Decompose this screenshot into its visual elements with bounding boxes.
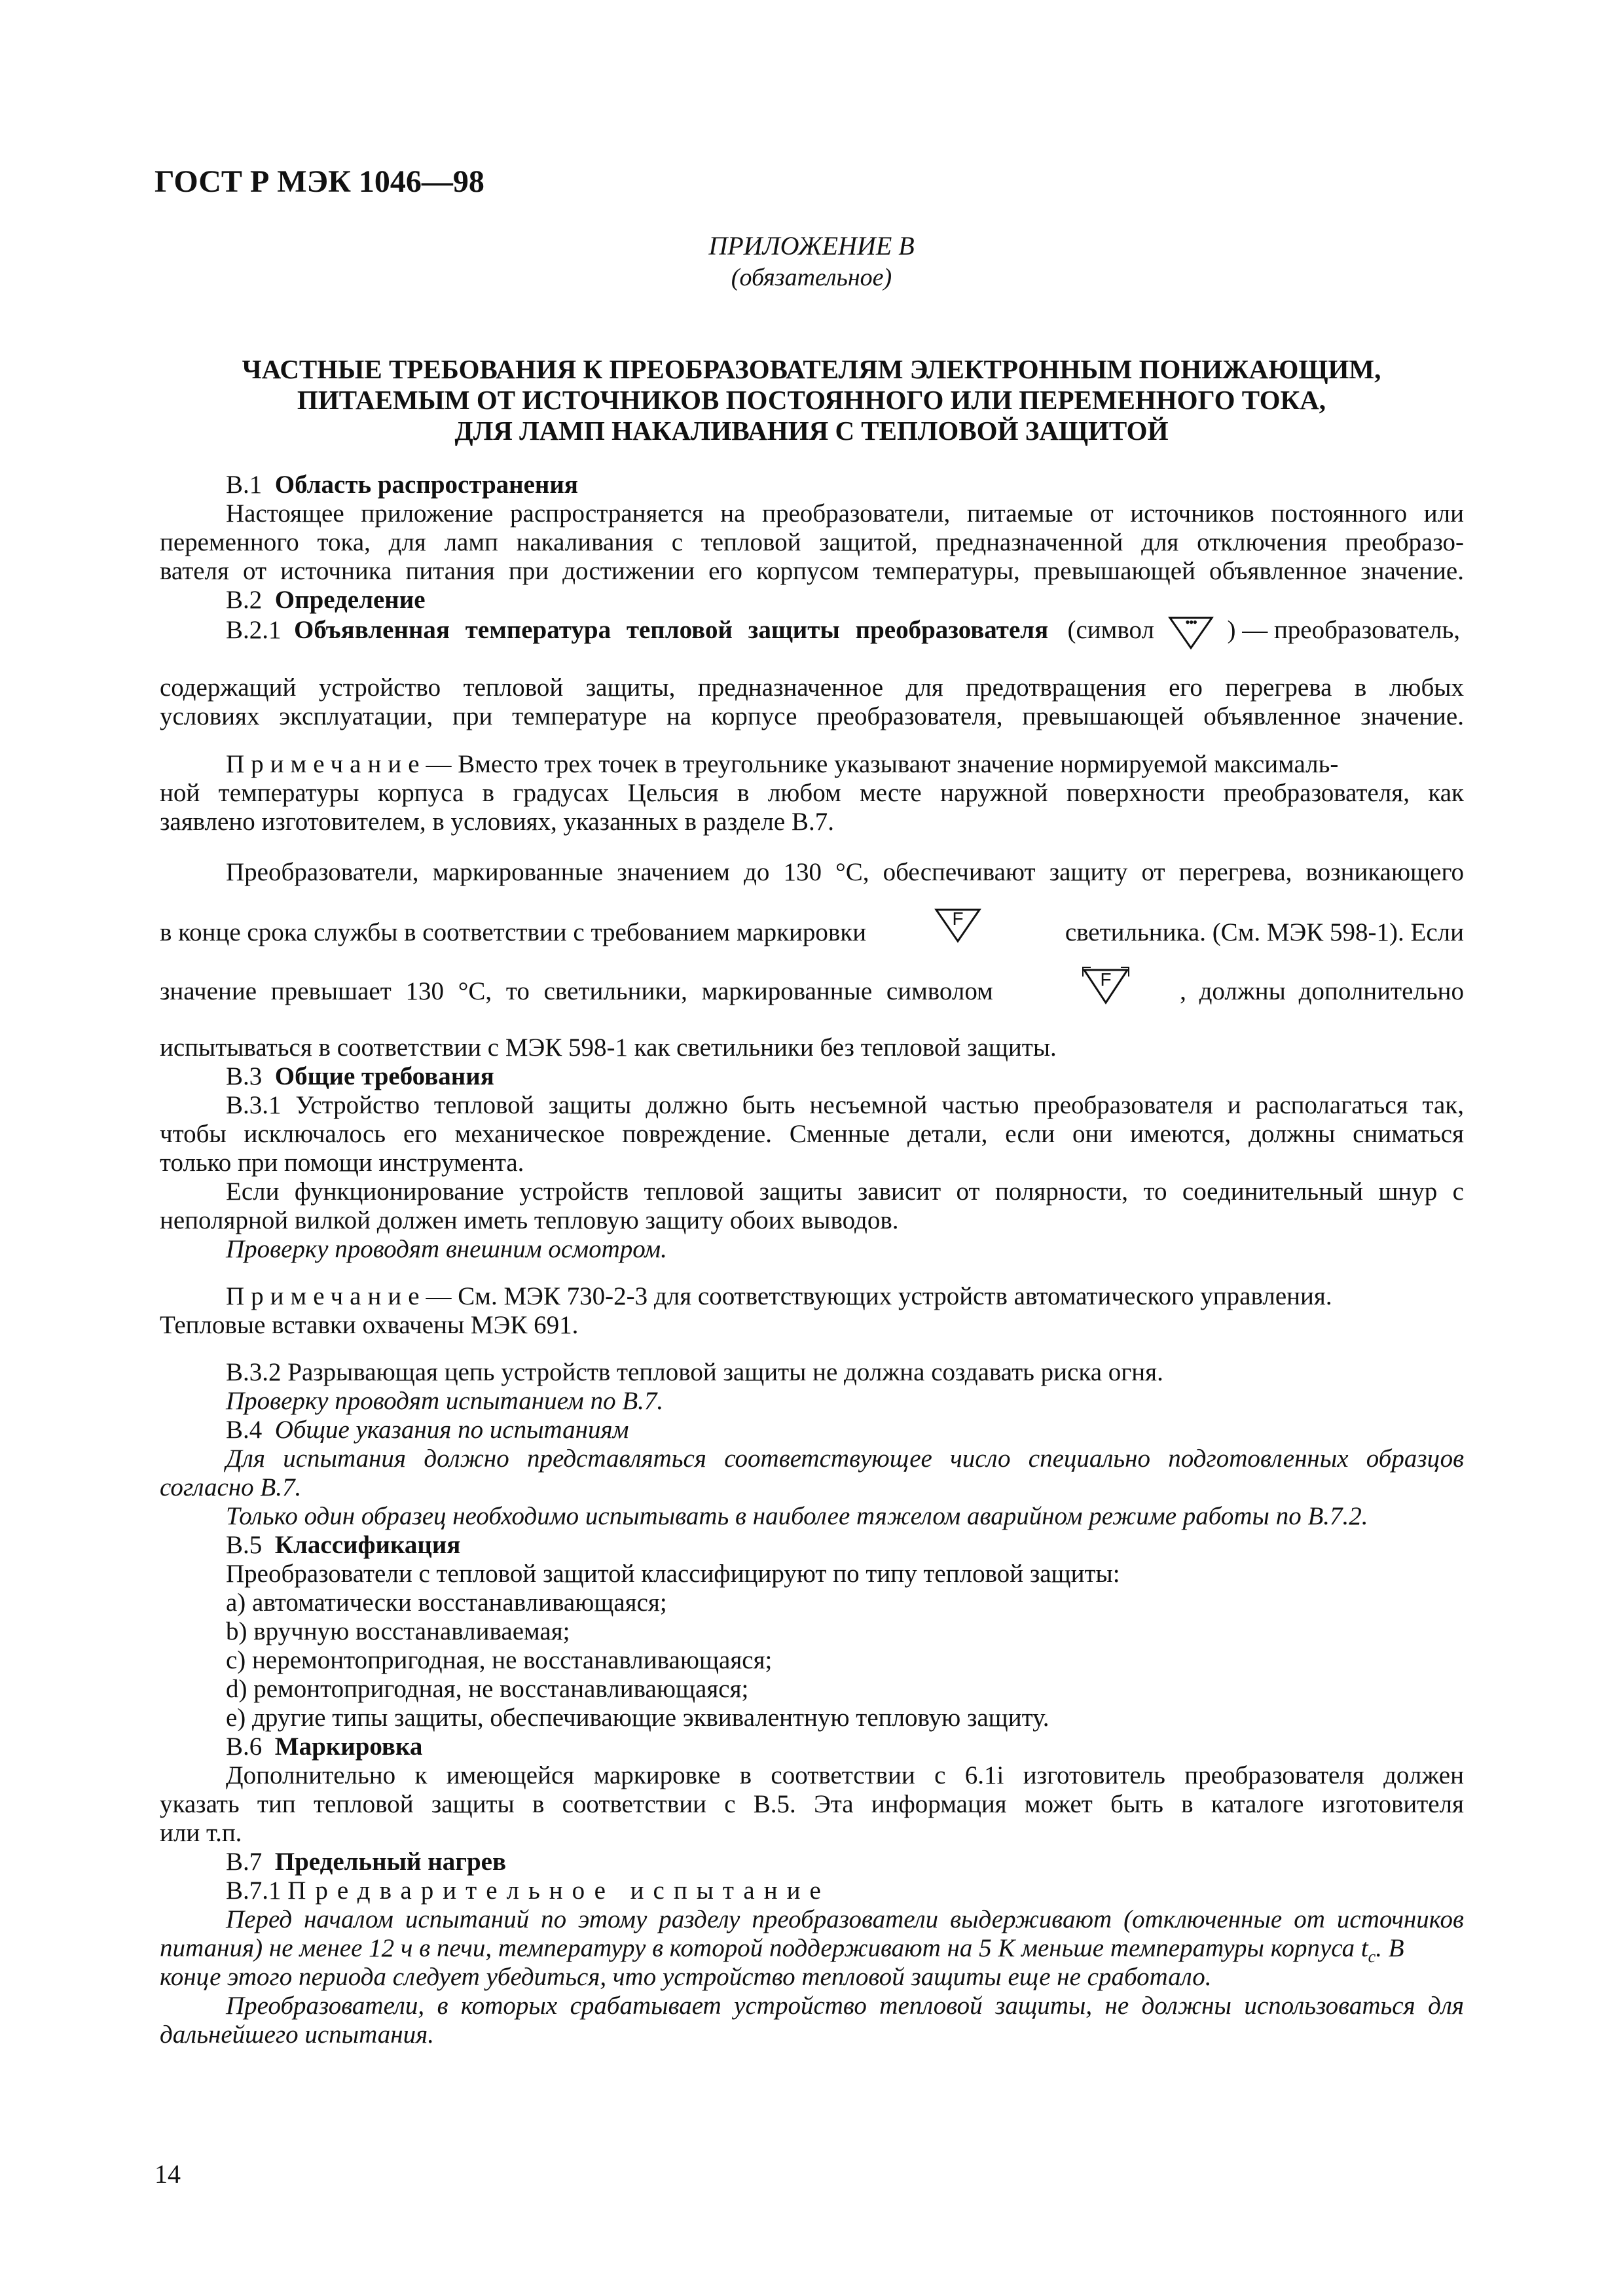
paragraph-line: светильника. (См. МЭК 598-1). Если [1065,918,1464,946]
annex-title-line: ПИТАЕМЫМ ОТ ИСТОЧНИКОВ ПОСТОЯННОГО ИЛИ ПЕРЕМЕННОГО ТОКА, [297,385,1326,415]
paragraph-line: Преобразователи, маркированные значением до 130 °С, обеспечивают защиту от перегрева, возникающего [226,858,1464,886]
paragraph-line: переменного тока, для ламп накаливания с тепловой защитой, предназначенной для отключения преобразо- [160,528,1464,556]
note-line: Тепловые вставки охвачены МЭК 691. [160,1311,579,1339]
definition-line: В.2.1 Объявленная температура тепловой защиты преобразователя (символ ••• ) — преобразователь, [226,614,1464,651]
list-item: e) другие типы защиты, обеспечивающие эквивалентную тепловую защиту. [226,1704,1049,1732]
document-code: ГОСТ Р МЭК 1046—98 [155,164,484,199]
note-line: Примечание— См. МЭК 730-2-3 для соответствующих устройств автоматического управления. [226,1282,1332,1310]
annex-title-line: ДЛЯ ЛАМП НАКАЛИВАНИЯ С ТЕПЛОВОЙ ЗАЩИТОЙ [454,416,1169,446]
paragraph-line: В.3.1 Устройство тепловой защиты должно быть несъемной частью преобразователя и располагаться так, [226,1091,1464,1119]
paragraph-line: условиях эксплуатации, при температуре на корпусе преобразователя, превышающей объявленное значение. [160,702,1464,730]
list-item: c) неремонтопригодная, не восстанавливающаяся; [226,1646,773,1674]
section-heading: В.3 Общие требования [226,1062,494,1090]
annex-title-line: ЧАСТНЫЕ ТРЕБОВАНИЯ К ПРЕОБРАЗОВАТЕЛЯМ ЭЛЕКТРОННЫМ ПОНИЖАЮЩИМ, [242,354,1381,384]
check-method: Проверку проводят внешним осмотром. [226,1235,667,1263]
paragraph-line: только при помощи инструмента. [160,1149,524,1177]
section-heading: В.1 Область распространения [226,471,578,499]
paragraph-line: дальнейшего испытания. [160,2020,434,2049]
paragraph-line: Настоящее приложение распространяется на преобразователи, питаемые от источников постоянного или [226,499,1464,528]
list-item: d) ремонтопригодная, не восстанавливающаяся; [226,1675,749,1703]
paragraph-line: , должны дополнительно [1180,977,1464,1005]
paragraph-line: испытываться в соответствии с МЭК 598-1 как светильники без тепловой защиты. [160,1033,1057,1062]
paragraph-line: Перед началом испытаний по этому разделу преобразователи выдерживают (отключенные от источников [226,1905,1464,1933]
section-heading: В.4 Общие указания по испытаниям [226,1416,629,1444]
paragraph-line: согласно В.7. [160,1473,302,1501]
section-heading: В.2 Определение [226,586,426,614]
note-line: Примечание— Вместо трех точек в треугольнике указывают значение нормируемой максималь- [226,750,1339,778]
paragraph-line: Если функционирование устройств тепловой защиты зависит от полярности, то соединительный шнур с [226,1177,1464,1206]
paragraph-line: неполярной вилкой должен иметь тепловую защиту обоих выводов. [160,1206,899,1234]
declared-temperature-triangle-icon: ••• [1167,614,1214,651]
section-heading: В.7 Предельный нагрев [226,1848,507,1876]
paragraph-line: Для испытания должно представляться соответствующее число специально подготовленных образцов [226,1444,1464,1473]
paragraph-line: Дополнительно к имеющейся маркировке в соответствии с 6.1i изготовитель преобразователя должен [226,1761,1464,1789]
paragraph-line: конце этого периода следует убедиться, что устройство тепловой защиты еще не сработало. [160,1963,1212,1991]
paragraph-line: В.3.2 Разрывающая цепь устройств тепловой защиты не должна создавать риска огня. [226,1358,1163,1386]
section-heading: В.5 Классификация [226,1531,461,1559]
section-heading: В.6 Маркировка [226,1732,423,1761]
list-item: b) вручную восстанавливаемая; [226,1617,570,1645]
annex-status: (обязательное) [731,264,892,291]
note-line: ной температуры корпуса в градусах Цельсия в любом месте наружной поверхности преобразователя, как [160,779,1464,807]
paragraph-line: указать тип тепловой защиты в соответствии с В.5. Эта информация может быть в каталоге изготовителя [160,1790,1464,1818]
paragraph-line: Преобразователи, в которых срабатывает устройство тепловой защиты, не должны использоваться для [226,1992,1464,2020]
paragraph-line: чтобы исключалось его механическое повреждение. Сменные детали, если они имеются, должны сниматься [160,1120,1464,1148]
check-method: Проверку проводят испытанием по В.7. [226,1387,664,1415]
paragraph-line: вателя от источника питания при достижении его корпусом температуры, превышающей объявленное значение. [160,557,1464,585]
paragraph-line: значение превышает 130 °С, то светильники, маркированные символом [160,977,993,1005]
paragraph-line: Только один образец необходимо испытывать в наиболее тяжелом аварийном режиме работы по В.7.2. [226,1502,1368,1530]
annex-label: ПРИЛОЖЕНИЕ В [708,231,915,260]
paragraph-line: содержащий устройство тепловой защиты, предназначенное для предотвращения его перегрева в любых [160,673,1464,702]
paragraph-line: питания) не менее 12 ч в печи, температуру в которой поддерживают на 5 К меньше температуры корпуса $t_c$. В [160,1934,1404,1966]
paragraph-line: в конце срока службы в соответствии с требованием маркировки [160,918,867,946]
paragraph-line: Преобразователи с тепловой защитой классифицируют по типу тепловой защиты: [226,1560,1120,1588]
subsection-heading: В.7.1 Предварительное испытание [226,1876,830,1905]
page-number: 14 [155,2159,181,2189]
paragraph-line: или т.п. [160,1819,242,1847]
note-line: заявлено изготовителем, в условиях, указанных в разделе В.7. [160,808,834,836]
list-item: a) автоматически восстанавливающаяся; [226,1588,667,1617]
